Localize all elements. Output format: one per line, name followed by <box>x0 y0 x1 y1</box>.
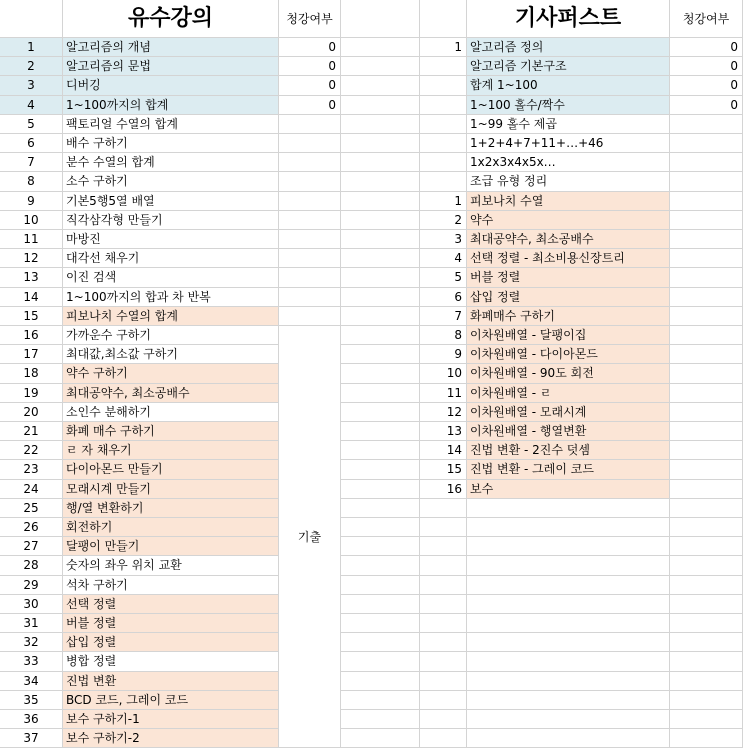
left-row-label[interactable]: 석차 구하기 <box>63 576 279 595</box>
right-row-number[interactable]: 6 <box>420 288 467 307</box>
left-row-label[interactable]: 마방진 <box>63 230 279 249</box>
left-row-number[interactable]: 13 <box>0 268 63 287</box>
right-row-count[interactable] <box>670 633 743 652</box>
left-row-count[interactable]: 0 <box>279 57 341 76</box>
left-row-count[interactable] <box>279 288 341 307</box>
left-row-count[interactable] <box>279 115 341 134</box>
left-row-label[interactable]: 화폐 매수 구하기 <box>63 422 279 441</box>
left-row-label[interactable]: 소인수 분해하기 <box>63 403 279 422</box>
right-row-number[interactable] <box>420 710 467 729</box>
right-row-number[interactable] <box>420 691 467 710</box>
right-row-number[interactable] <box>420 134 467 153</box>
empty-cell[interactable] <box>341 556 420 575</box>
empty-cell[interactable] <box>341 76 420 95</box>
right-row-count[interactable]: 0 <box>670 76 743 95</box>
right-row-number[interactable]: 3 <box>420 230 467 249</box>
right-row-label[interactable] <box>467 691 670 710</box>
left-row-count[interactable]: 0 <box>279 76 341 95</box>
left-row-label[interactable]: 배수 구하기 <box>63 134 279 153</box>
left-row-number[interactable]: 29 <box>0 576 63 595</box>
left-row-count[interactable]: 0 <box>279 96 341 115</box>
right-row-number[interactable] <box>420 614 467 633</box>
right-row-label[interactable] <box>467 710 670 729</box>
left-row-count[interactable] <box>279 230 341 249</box>
right-row-count[interactable] <box>670 652 743 671</box>
right-row-label[interactable]: 알고리즘 기본구조 <box>467 57 670 76</box>
right-row-label[interactable] <box>467 595 670 614</box>
left-row-number[interactable]: 28 <box>0 556 63 575</box>
right-row-label[interactable]: 약수 <box>467 211 670 230</box>
right-row-number[interactable] <box>420 633 467 652</box>
empty-cell[interactable] <box>341 652 420 671</box>
right-row-count[interactable] <box>670 288 743 307</box>
left-row-number[interactable]: 8 <box>0 172 63 191</box>
left-row-label[interactable]: 피보나치 수열의 합계 <box>63 307 279 326</box>
right-row-label[interactable] <box>467 576 670 595</box>
right-row-count[interactable]: 0 <box>670 96 743 115</box>
right-row-label[interactable]: 이차원배열 - 달팽이집 <box>467 326 670 345</box>
right-row-label[interactable]: 1+2+4+7+11+…+46 <box>467 134 670 153</box>
left-row-number[interactable]: 34 <box>0 672 63 691</box>
right-row-count[interactable] <box>670 672 743 691</box>
left-row-number[interactable]: 33 <box>0 652 63 671</box>
left-row-number[interactable]: 5 <box>0 115 63 134</box>
empty-cell[interactable] <box>341 211 420 230</box>
right-row-count[interactable]: 0 <box>670 38 743 57</box>
left-row-number[interactable]: 6 <box>0 134 63 153</box>
empty-cell[interactable] <box>341 249 420 268</box>
right-row-number[interactable] <box>420 96 467 115</box>
right-row-number[interactable]: 13 <box>420 422 467 441</box>
left-row-label[interactable]: 삽입 정렬 <box>63 633 279 652</box>
left-row-count[interactable]: 0 <box>279 38 341 57</box>
right-row-number[interactable] <box>420 556 467 575</box>
right-row-number[interactable] <box>420 729 467 748</box>
left-row-label[interactable]: 대각선 채우기 <box>63 249 279 268</box>
right-row-count[interactable] <box>670 499 743 518</box>
right-row-number[interactable]: 12 <box>420 403 467 422</box>
left-row-number[interactable]: 14 <box>0 288 63 307</box>
right-row-label[interactable]: 1x2x3x4x5x… <box>467 153 670 172</box>
empty-cell[interactable] <box>341 537 420 556</box>
empty-cell[interactable] <box>341 230 420 249</box>
right-row-count[interactable] <box>670 153 743 172</box>
left-row-number[interactable]: 3 <box>0 76 63 95</box>
right-row-count[interactable] <box>670 556 743 575</box>
right-row-number[interactable] <box>420 595 467 614</box>
right-row-count[interactable] <box>670 249 743 268</box>
right-row-count[interactable] <box>670 537 743 556</box>
right-row-count[interactable] <box>670 403 743 422</box>
empty-cell[interactable] <box>341 633 420 652</box>
right-row-label[interactable]: 피보나치 수열 <box>467 192 670 211</box>
right-row-count[interactable] <box>670 211 743 230</box>
left-title[interactable]: 유수강의 <box>63 0 279 38</box>
empty-cell[interactable] <box>341 115 420 134</box>
left-row-count[interactable] <box>279 172 341 191</box>
empty-cell[interactable] <box>341 518 420 537</box>
left-row-number[interactable]: 12 <box>0 249 63 268</box>
right-row-number[interactable] <box>420 499 467 518</box>
right-row-count[interactable] <box>670 192 743 211</box>
right-row-number[interactable]: 2 <box>420 211 467 230</box>
left-row-number[interactable]: 24 <box>0 480 63 499</box>
header-cell-blank[interactable] <box>0 0 63 38</box>
right-row-label[interactable]: 이차원배열 - 90도 회전 <box>467 364 670 383</box>
right-title[interactable]: 기사퍼스트 <box>467 0 670 38</box>
empty-cell[interactable] <box>341 268 420 287</box>
empty-cell[interactable] <box>341 460 420 479</box>
left-row-label[interactable]: 보수 구하기-1 <box>63 710 279 729</box>
right-status-header[interactable]: 청강여부 <box>670 0 743 38</box>
right-row-label[interactable] <box>467 633 670 652</box>
right-row-label[interactable] <box>467 729 670 748</box>
right-row-count[interactable]: 0 <box>670 57 743 76</box>
right-row-number[interactable]: 16 <box>420 480 467 499</box>
right-row-label[interactable]: 1~99 홀수 제곱 <box>467 115 670 134</box>
left-row-number[interactable]: 15 <box>0 307 63 326</box>
empty-cell[interactable] <box>341 134 420 153</box>
empty-cell[interactable] <box>341 307 420 326</box>
right-row-number[interactable]: 1 <box>420 192 467 211</box>
empty-cell[interactable] <box>341 345 420 364</box>
right-row-count[interactable] <box>670 268 743 287</box>
empty-cell[interactable] <box>341 326 420 345</box>
right-row-count[interactable] <box>670 384 743 403</box>
right-row-count[interactable] <box>670 307 743 326</box>
right-row-label[interactable]: 이차원배열 - 행열변환 <box>467 422 670 441</box>
header-cell-blank[interactable] <box>420 0 467 38</box>
left-row-count[interactable] <box>279 307 341 326</box>
right-row-number[interactable] <box>420 172 467 191</box>
left-row-label[interactable]: 다이아몬드 만들기 <box>63 460 279 479</box>
left-row-number[interactable]: 4 <box>0 96 63 115</box>
left-row-count[interactable] <box>279 134 341 153</box>
left-row-number[interactable]: 9 <box>0 192 63 211</box>
left-row-label[interactable]: ㄹ 자 채우기 <box>63 441 279 460</box>
right-row-label[interactable] <box>467 614 670 633</box>
left-row-label[interactable]: 알고리즘의 문법 <box>63 57 279 76</box>
left-merged-note-cell[interactable]: 기출 <box>279 326 341 748</box>
right-row-count[interactable] <box>670 364 743 383</box>
left-row-label[interactable]: 병합 정렬 <box>63 652 279 671</box>
left-row-number[interactable]: 23 <box>0 460 63 479</box>
empty-cell[interactable] <box>341 441 420 460</box>
left-status-header[interactable]: 청강여부 <box>279 0 341 38</box>
empty-cell[interactable] <box>341 614 420 633</box>
empty-cell[interactable] <box>341 729 420 748</box>
left-row-label[interactable]: 이진 검색 <box>63 268 279 287</box>
right-row-label[interactable] <box>467 499 670 518</box>
left-row-label[interactable]: 보수 구하기-2 <box>63 729 279 748</box>
empty-cell[interactable] <box>341 384 420 403</box>
left-row-label[interactable]: 모래시계 만들기 <box>63 480 279 499</box>
empty-cell[interactable] <box>341 576 420 595</box>
left-row-number[interactable]: 19 <box>0 384 63 403</box>
left-row-label[interactable]: 분수 수열의 합계 <box>63 153 279 172</box>
left-row-label[interactable]: 행/열 변환하기 <box>63 499 279 518</box>
left-row-number[interactable]: 20 <box>0 403 63 422</box>
left-row-number[interactable]: 16 <box>0 326 63 345</box>
right-row-count[interactable] <box>670 115 743 134</box>
right-row-count[interactable] <box>670 230 743 249</box>
right-row-number[interactable]: 14 <box>420 441 467 460</box>
empty-cell[interactable] <box>341 57 420 76</box>
left-row-label[interactable]: 가까운수 구하기 <box>63 326 279 345</box>
right-row-label[interactable]: 합계 1~100 <box>467 76 670 95</box>
right-row-label[interactable]: 1~100 홀수/짝수 <box>467 96 670 115</box>
empty-cell[interactable] <box>341 691 420 710</box>
left-row-number[interactable]: 32 <box>0 633 63 652</box>
right-row-count[interactable] <box>670 172 743 191</box>
right-row-count[interactable] <box>670 595 743 614</box>
left-row-number[interactable]: 11 <box>0 230 63 249</box>
right-row-number[interactable]: 11 <box>420 384 467 403</box>
left-row-label[interactable]: 최대값,최소값 구하기 <box>63 345 279 364</box>
right-row-number[interactable] <box>420 672 467 691</box>
left-row-number[interactable]: 17 <box>0 345 63 364</box>
left-row-number[interactable]: 30 <box>0 595 63 614</box>
right-row-label[interactable]: 진법 변환 - 2진수 덧셈 <box>467 441 670 460</box>
empty-cell[interactable] <box>341 422 420 441</box>
right-row-label[interactable] <box>467 556 670 575</box>
right-row-label[interactable] <box>467 672 670 691</box>
empty-cell[interactable] <box>341 499 420 518</box>
left-row-label[interactable]: 회전하기 <box>63 518 279 537</box>
left-row-label[interactable]: 선택 정렬 <box>63 595 279 614</box>
right-row-number[interactable] <box>420 57 467 76</box>
right-row-count[interactable] <box>670 710 743 729</box>
right-row-label[interactable]: 보수 <box>467 480 670 499</box>
right-row-number[interactable] <box>420 652 467 671</box>
left-row-count[interactable] <box>279 153 341 172</box>
empty-cell[interactable] <box>341 153 420 172</box>
right-row-count[interactable] <box>670 576 743 595</box>
left-row-label[interactable]: 디버깅 <box>63 76 279 95</box>
empty-cell[interactable] <box>341 480 420 499</box>
right-row-count[interactable] <box>670 480 743 499</box>
right-row-label[interactable]: 이차원배열 - ㄹ <box>467 384 670 403</box>
left-row-label[interactable]: BCD 코드, 그레이 코드 <box>63 691 279 710</box>
right-row-label[interactable]: 최대공약수, 최소공배수 <box>467 230 670 249</box>
right-row-count[interactable] <box>670 460 743 479</box>
empty-cell[interactable] <box>341 364 420 383</box>
right-row-number[interactable]: 5 <box>420 268 467 287</box>
empty-cell[interactable] <box>341 672 420 691</box>
left-row-count[interactable] <box>279 192 341 211</box>
left-row-number[interactable]: 10 <box>0 211 63 230</box>
header-cell-blank[interactable] <box>341 0 420 38</box>
left-row-number[interactable]: 36 <box>0 710 63 729</box>
empty-cell[interactable] <box>341 403 420 422</box>
left-row-label[interactable]: 숫자의 좌우 위치 교환 <box>63 556 279 575</box>
right-row-number[interactable] <box>420 518 467 537</box>
left-row-number[interactable]: 1 <box>0 38 63 57</box>
left-row-label[interactable]: 진법 변환 <box>63 672 279 691</box>
right-row-count[interactable] <box>670 691 743 710</box>
right-row-label[interactable]: 버블 정렬 <box>467 268 670 287</box>
left-row-number[interactable]: 31 <box>0 614 63 633</box>
left-row-count[interactable] <box>279 268 341 287</box>
empty-cell[interactable] <box>341 172 420 191</box>
right-row-label[interactable]: 알고리즘 정의 <box>467 38 670 57</box>
left-row-label[interactable]: 직각삼각형 만들기 <box>63 211 279 230</box>
right-row-number[interactable]: 1 <box>420 38 467 57</box>
left-row-number[interactable]: 26 <box>0 518 63 537</box>
right-row-count[interactable] <box>670 518 743 537</box>
left-row-number[interactable]: 18 <box>0 364 63 383</box>
left-row-label[interactable]: 버블 정렬 <box>63 614 279 633</box>
empty-cell[interactable] <box>341 288 420 307</box>
right-row-number[interactable]: 7 <box>420 307 467 326</box>
right-row-number[interactable] <box>420 76 467 95</box>
right-row-count[interactable] <box>670 614 743 633</box>
right-row-number[interactable]: 15 <box>420 460 467 479</box>
left-row-count[interactable] <box>279 249 341 268</box>
empty-cell[interactable] <box>341 595 420 614</box>
right-row-count[interactable] <box>670 729 743 748</box>
right-row-label[interactable]: 조급 유형 정리 <box>467 172 670 191</box>
left-row-label[interactable]: 달팽이 만들기 <box>63 537 279 556</box>
left-row-number[interactable]: 35 <box>0 691 63 710</box>
left-row-label[interactable]: 1~100까지의 합계 <box>63 96 279 115</box>
right-row-label[interactable]: 이차원배열 - 모래시계 <box>467 403 670 422</box>
right-row-label[interactable]: 화폐매수 구하기 <box>467 307 670 326</box>
left-row-label[interactable]: 기본5행5열 배열 <box>63 192 279 211</box>
right-row-number[interactable] <box>420 153 467 172</box>
right-row-label[interactable] <box>467 537 670 556</box>
right-row-number[interactable]: 4 <box>420 249 467 268</box>
right-row-label[interactable]: 진법 변환 - 그레이 코드 <box>467 460 670 479</box>
right-row-number[interactable] <box>420 115 467 134</box>
right-row-label[interactable]: 삽입 정렬 <box>467 288 670 307</box>
left-row-number[interactable]: 25 <box>0 499 63 518</box>
right-row-count[interactable] <box>670 441 743 460</box>
left-row-label[interactable]: 팩토리얼 수열의 합계 <box>63 115 279 134</box>
right-row-number[interactable]: 8 <box>420 326 467 345</box>
right-row-count[interactable] <box>670 345 743 364</box>
right-row-label[interactable]: 선택 정렬 - 최소비용신장트리 <box>467 249 670 268</box>
right-row-label[interactable] <box>467 518 670 537</box>
right-row-number[interactable]: 9 <box>420 345 467 364</box>
left-row-number[interactable]: 2 <box>0 57 63 76</box>
left-row-number[interactable]: 21 <box>0 422 63 441</box>
right-row-label[interactable]: 이차원배열 - 다이아몬드 <box>467 345 670 364</box>
right-row-number[interactable] <box>420 537 467 556</box>
empty-cell[interactable] <box>341 96 420 115</box>
right-row-label[interactable] <box>467 652 670 671</box>
empty-cell[interactable] <box>341 710 420 729</box>
right-row-number[interactable]: 10 <box>420 364 467 383</box>
left-row-count[interactable] <box>279 211 341 230</box>
left-row-label[interactable]: 알고리즘의 개념 <box>63 38 279 57</box>
left-row-label[interactable]: 최대공약수, 최소공배수 <box>63 384 279 403</box>
left-row-number[interactable]: 27 <box>0 537 63 556</box>
right-row-count[interactable] <box>670 326 743 345</box>
right-row-count[interactable] <box>670 422 743 441</box>
left-row-number[interactable]: 7 <box>0 153 63 172</box>
right-row-number[interactable] <box>420 576 467 595</box>
left-row-label[interactable]: 소수 구하기 <box>63 172 279 191</box>
empty-cell[interactable] <box>341 38 420 57</box>
left-row-number[interactable]: 37 <box>0 729 63 748</box>
right-row-count[interactable] <box>670 134 743 153</box>
left-row-label[interactable]: 약수 구하기 <box>63 364 279 383</box>
left-row-number[interactable]: 22 <box>0 441 63 460</box>
left-row-label[interactable]: 1~100까지의 합과 차 반복 <box>63 288 279 307</box>
empty-cell[interactable] <box>341 192 420 211</box>
